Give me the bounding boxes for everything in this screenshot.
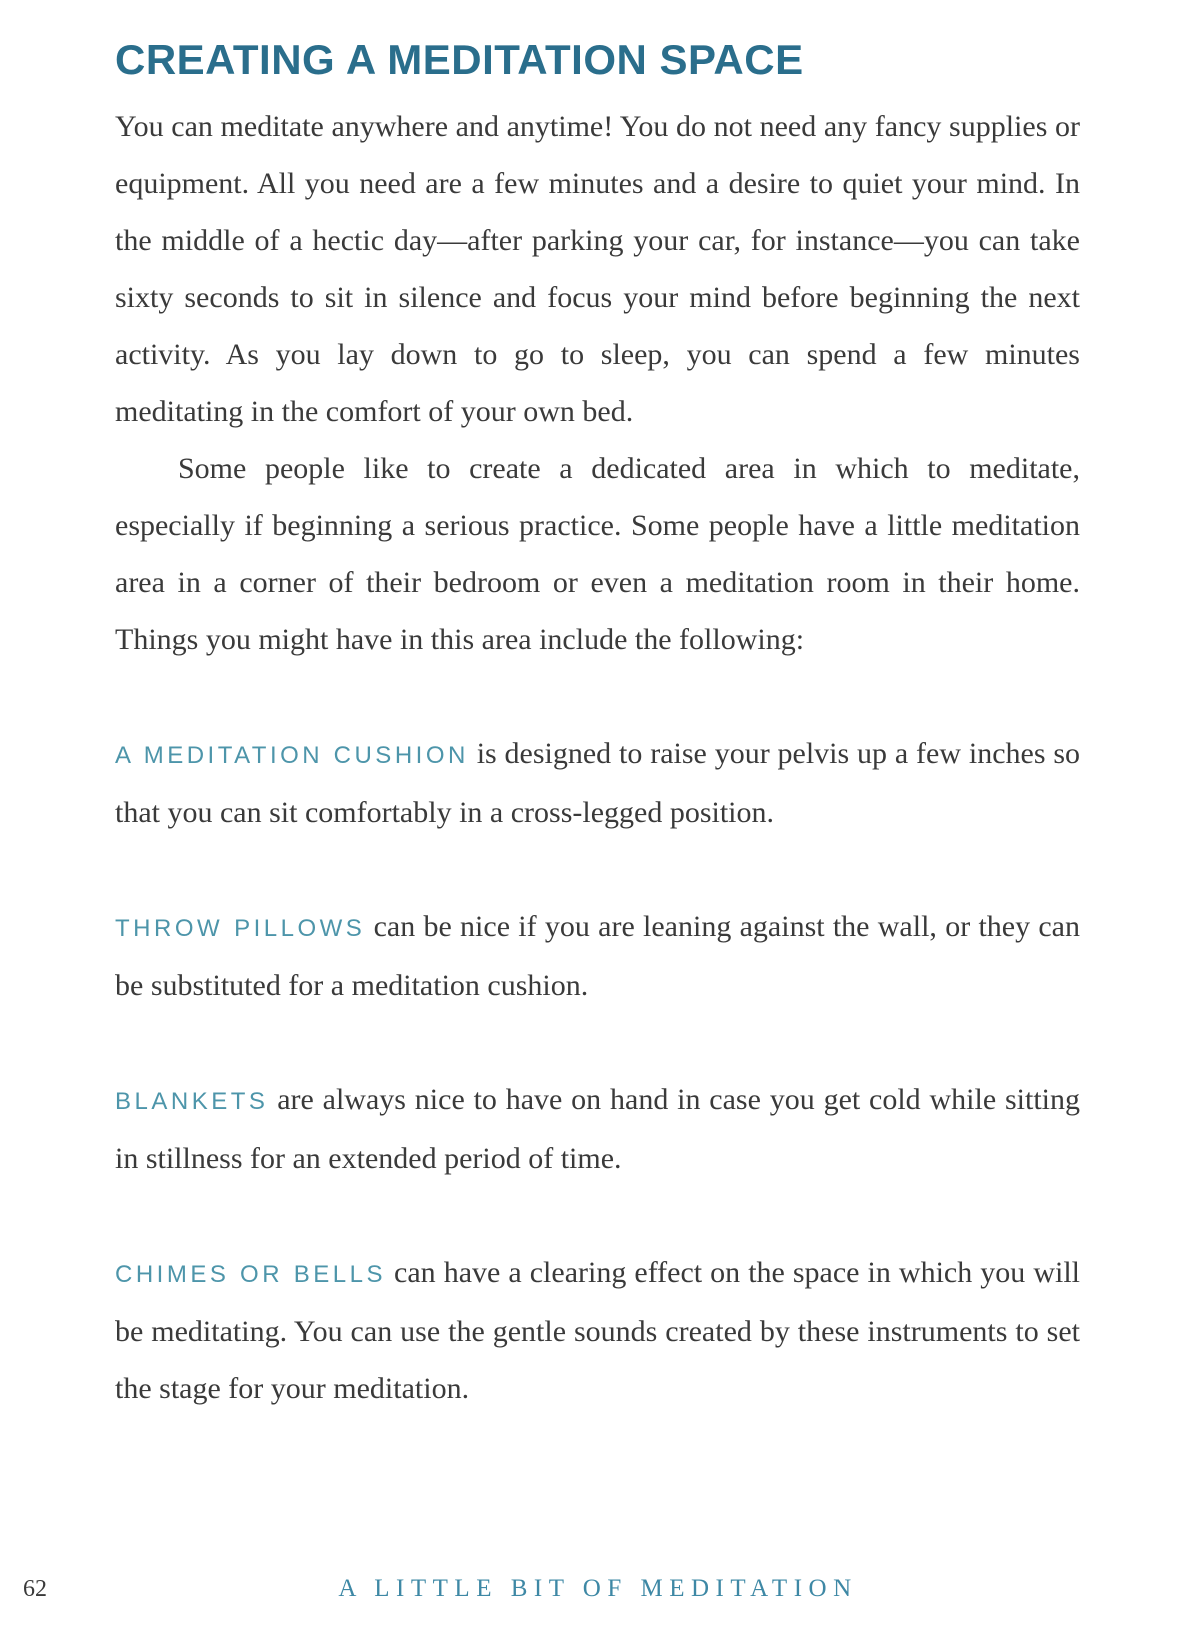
item-text: is designed to raise your pelvis up a few inches so that you can sit comfortably in a cross-legged position.	[115, 737, 1081, 830]
page-title: CREATING A MEDITATION SPACE	[115, 36, 804, 83]
item-label: CHIMES OR BELLS	[115, 1261, 386, 1289]
item-label: THROW PILLOWS	[115, 915, 366, 943]
list-item-meditation-cushion	[115, 725, 1080, 841]
list-item-chimes-or-bells	[115, 1244, 1080, 1417]
page-footer	[0, 1569, 1196, 1603]
list-item-throw-pillows	[115, 898, 1080, 1014]
item-list	[115, 725, 1080, 1417]
item-text: can have a clearing effect on the space in which you will be meditating. You can use the gentle sounds created by these instruments to set the stage for your meditation.	[115, 1256, 1080, 1406]
list-item-blankets	[115, 1071, 1080, 1187]
second-paragraph: Some people like to create a dedicated area in which to meditate, especially if beginning a serious practice. Some people have a little meditation area in a corner of their bedroom or even a meditation room in their home. Things you might have in this area include the following:	[115, 452, 1080, 657]
item-label: BLANKETS	[115, 1088, 269, 1116]
item-label: A MEDITATION CUSHION	[115, 742, 469, 770]
intro-paragraph: You can meditate anywhere and anytime! You do not need any fancy supplies or equipment. All you need are a few minutes and a desire to quiet your mind. In the middle of a hectic day—after parking your car, for instance—you can take sixty seconds to sit in silence and focus your mind before beginning the next activity. As you lay down to go to sleep, you can spend a few minutes meditating in the comfort of your own bed.	[115, 110, 1080, 429]
item-text: are always nice to have on hand in case you get cold while sitting in stillness for an extended period of time.	[115, 1083, 1080, 1176]
item-text: can be nice if you are leaning against the wall, or they can be substituted for a meditation cushion.	[115, 910, 1080, 1003]
page-number: 62	[23, 1576, 47, 1602]
running-title: A LITTLE BIT OF MEDITATION	[338, 1575, 858, 1602]
